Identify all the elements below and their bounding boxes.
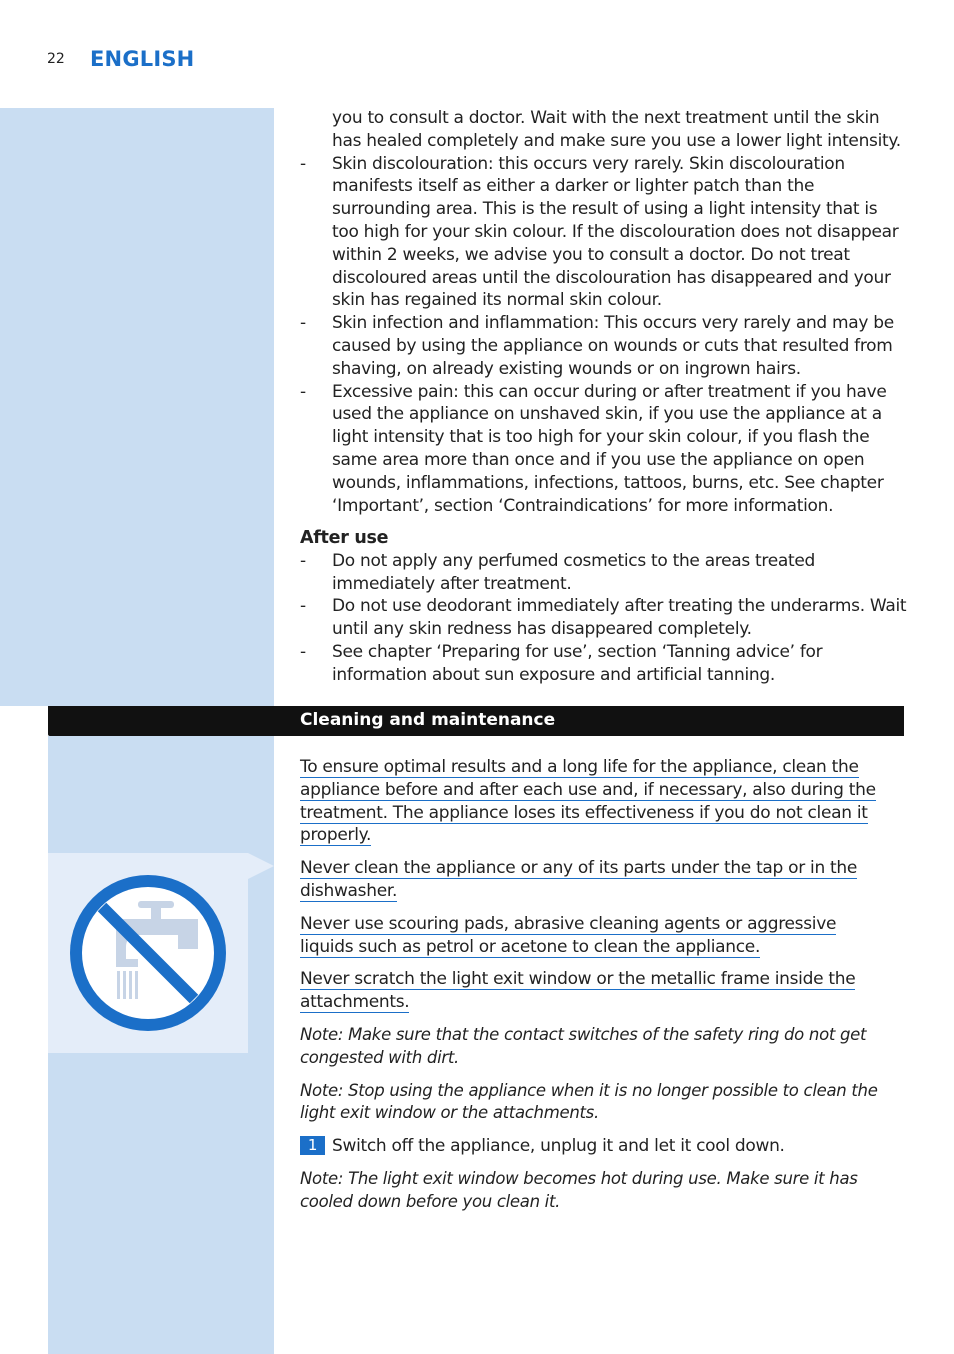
- note: Note: Stop using the appliance when it is no longer possible to clean the light exit window or the attachments.: [300, 1080, 878, 1123]
- warning-item: [300, 857, 890, 903]
- bullet-dash: -: [300, 641, 306, 662]
- list-item: [300, 550, 908, 596]
- list-item: [300, 312, 908, 380]
- language-label: ENGLISH: [90, 47, 195, 71]
- warning-text: Never clean the appliance or any of its parts under the tap or in the dishwasher.: [300, 858, 858, 901]
- list-item: [300, 381, 908, 518]
- warning-item: [300, 913, 890, 959]
- warning-text: Never scratch the light exit window or the metallic frame inside the attachments.: [300, 969, 856, 1013]
- cleaning-section: [300, 756, 890, 1224]
- sidebar-panel-top: [0, 108, 274, 706]
- warning-text: Never use scouring pads, abrasive cleaning agents or aggressive liquids such as petrol or acetone to clean the appliance.: [300, 913, 837, 957]
- step-item: [300, 1135, 890, 1158]
- bullet-text: Skin infection and inflammation: This occurs very rarely and may be caused by using the appliance on wounds or cuts that resulted from shaving, on already existing wounds or on ingrown hairs.: [332, 313, 894, 379]
- bullet-dash: -: [300, 313, 306, 334]
- list-item: [300, 641, 908, 687]
- icon-panel-pointer: [248, 853, 274, 879]
- side-effects-continuation: you to consult a doctor. Wait with the next treatment until the skin has healed completely and make sure you use a lower light intensity.: [332, 108, 901, 151]
- bullet-dash: -: [300, 596, 306, 617]
- after-use-heading: After use: [300, 528, 389, 548]
- no-tap-water-icon: [68, 873, 228, 1033]
- bullet-text: Do not apply any perfumed cosmetics to the areas treated immediately after treatment.: [332, 550, 816, 594]
- list-item: [300, 153, 908, 313]
- bullet-text: Do not use deodorant immediately after treating the underarms. Wait until any skin redness has disappeared completely.: [332, 596, 907, 640]
- bullet-dash: -: [300, 153, 306, 174]
- note: Note: Make sure that the contact switches of the safety ring do not get congested with dirt.: [300, 1024, 867, 1067]
- bullet-dash: -: [300, 550, 306, 571]
- side-effects-section: [300, 107, 908, 517]
- cleaning-intro: [300, 756, 890, 847]
- after-use-section: [300, 527, 908, 687]
- warning-item: [300, 968, 890, 1014]
- cleaning-intro-text: To ensure optimal results and a long life for the appliance, clean the appliance before and after each use and, if necessary, also during the treatment. The appliance loses its effectiveness if you do not clean it properly.: [300, 757, 876, 846]
- bullet-text: See chapter ‘Preparing for use’, section ‘Tanning advice’ for information about sun exposure and artificial tanning.: [332, 641, 823, 685]
- list-item: [300, 595, 908, 641]
- step-text: Switch off the appliance, unplug it and let it cool down.: [332, 1136, 785, 1157]
- step-number-badge: 1: [300, 1136, 325, 1155]
- bullet-dash: -: [300, 381, 306, 402]
- section-title: Cleaning and maintenance: [300, 710, 556, 730]
- note: Note: The light exit window becomes hot during use. Make sure it has cooled down before you clean it.: [300, 1168, 858, 1211]
- bullet-text: Excessive pain: this can occur during or after treatment if you have used the appliance on unshaved skin, if you use the appliance at a light intensity that is too high for your skin colour, if you flash the same area more than once and if you use the appliance on open wounds, inflammations, infections, tattoos, burns, etc. See chapter ‘Important’, section ‘Contraindications’ for more information.: [332, 381, 887, 516]
- bullet-text: Skin discolouration: this occurs very rarely. Skin discolouration manifests itself as either a darker or lighter patch than the surrounding area. This is the result of using a light intensity that is too high for your skin colour. If the discolouration does not disappear within 2 weeks, we advise you to consult a doctor. Do not treat discoloured areas until the discolouration has disappeared and your skin has regained its normal skin colour.: [332, 153, 899, 311]
- page-number: 22: [47, 51, 65, 67]
